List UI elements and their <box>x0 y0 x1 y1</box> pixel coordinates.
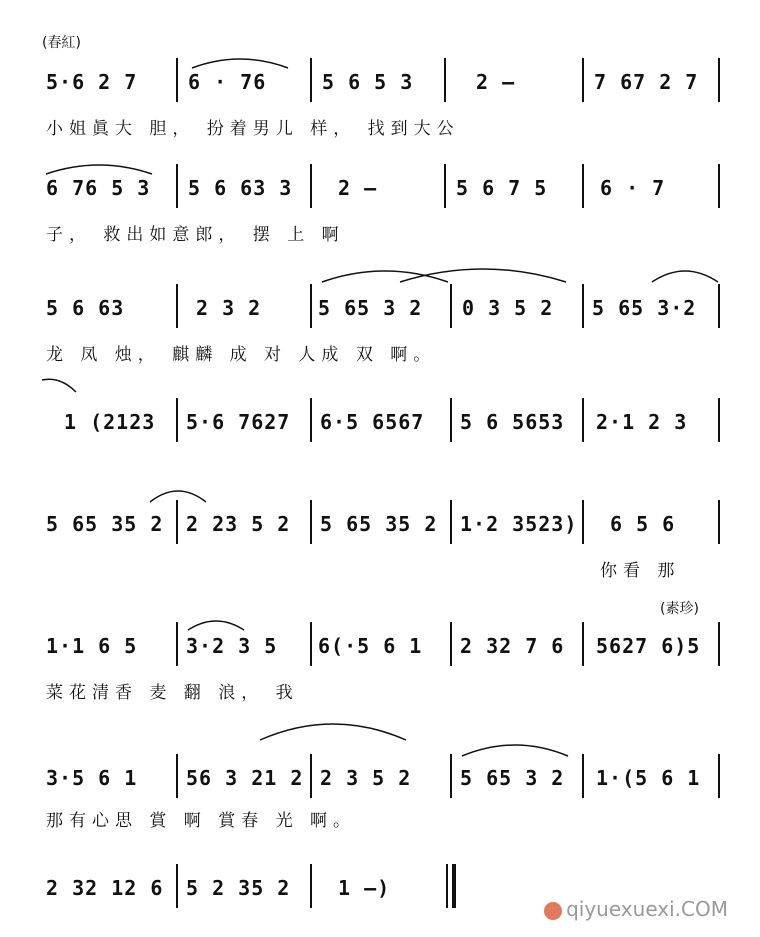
measure: 2 3 5 2 <box>320 766 412 790</box>
lyrics-line: 子， 救出如意郎， 摆 上 啊 <box>46 225 345 245</box>
measure: 5 6 5 3 <box>322 70 414 94</box>
measure: 6(·5 6 1 <box>318 634 423 658</box>
slur <box>258 718 408 742</box>
barline <box>176 622 178 666</box>
barline <box>582 58 584 102</box>
barline <box>450 398 452 442</box>
slur <box>186 616 246 632</box>
barline <box>718 754 720 798</box>
measure: 5 2 35 2 <box>186 876 291 900</box>
barline <box>310 754 312 798</box>
role-label-suzhen: (素珍) <box>660 601 699 617</box>
slur <box>40 376 80 396</box>
measure: 1 —) <box>338 876 391 900</box>
final-barline-thick <box>452 864 456 908</box>
barline <box>718 58 720 102</box>
barline <box>176 284 178 328</box>
measure: 2·1 2 3 <box>596 410 688 434</box>
measure: 5 6 5653 <box>460 410 565 434</box>
barline <box>718 398 720 442</box>
barline <box>718 164 720 208</box>
slur <box>398 264 568 284</box>
barline <box>718 500 720 544</box>
barline <box>176 164 178 208</box>
barline <box>582 284 584 328</box>
measure: 5 6 63 <box>46 296 125 320</box>
measure: 5 65 3 2 <box>318 296 423 320</box>
slur <box>44 160 154 176</box>
measure: 5 65 3·2 <box>592 296 697 320</box>
barline <box>444 58 446 102</box>
site-watermark <box>544 897 728 921</box>
measure: 5 6 7 5 <box>456 176 548 200</box>
measure: 5 65 35 2 <box>46 512 164 536</box>
slur <box>190 54 290 70</box>
barline <box>450 754 452 798</box>
barline <box>176 754 178 798</box>
role-label-chunhong: (春紅) <box>42 35 81 51</box>
measure: 0 3 5 2 <box>462 296 554 320</box>
measure: 2 32 7 6 <box>460 634 565 658</box>
measure: 2 3 2 <box>196 296 262 320</box>
barline <box>718 284 720 328</box>
barline <box>582 164 584 208</box>
measure: 5 6 63 3 <box>188 176 293 200</box>
measure: 1·(5 6 1 <box>596 766 701 790</box>
barline <box>582 622 584 666</box>
barline <box>176 500 178 544</box>
measure: 1·1 6 5 <box>46 634 138 658</box>
measure: 2 — <box>338 176 378 200</box>
barline <box>176 58 178 102</box>
barline <box>718 622 720 666</box>
barline <box>310 284 312 328</box>
barline <box>450 622 452 666</box>
barline <box>310 58 312 102</box>
measure: 2 — <box>476 70 516 94</box>
measure: 7 67 2 7 <box>594 70 699 94</box>
slur <box>460 740 570 758</box>
measure: 56 3 21 2 <box>186 766 304 790</box>
barline <box>582 500 584 544</box>
barline <box>450 500 452 544</box>
slur <box>148 484 208 504</box>
barline <box>176 864 178 908</box>
barline <box>450 284 452 328</box>
barline <box>444 164 446 208</box>
measure: 5 65 35 2 <box>320 512 438 536</box>
measure: 5·6 2 7 <box>46 70 138 94</box>
logo-icon <box>544 902 562 920</box>
barline <box>310 500 312 544</box>
measure: 3·5 6 1 <box>46 766 138 790</box>
lyrics-line: 菜花清香 麦 翻 浪， 我 <box>46 683 299 703</box>
watermark-text: qiyuexuexi.COM <box>566 897 728 921</box>
measure: 6 76 5 3 <box>46 176 151 200</box>
slur <box>650 266 720 284</box>
measure: 1 (2123 <box>64 410 156 434</box>
barline <box>310 864 312 908</box>
barline <box>310 164 312 208</box>
measure: 6 · 7 <box>600 176 666 200</box>
barline <box>310 622 312 666</box>
measure: 6·5 6567 <box>320 410 425 434</box>
measure: 2 32 12 6 <box>46 876 164 900</box>
measure: 5627 6)5 <box>596 634 701 658</box>
measure: 2 23 5 2 <box>186 512 291 536</box>
final-barline-thin <box>446 864 448 908</box>
barline <box>310 398 312 442</box>
barline <box>582 754 584 798</box>
lyrics-line: 小姐眞大 胆， 扮着男儿 样， 找到大公 <box>46 119 460 139</box>
lyrics-line: 那有心思 賞 啊 賞春 光 啊。 <box>46 811 357 831</box>
measure: 5 65 3 2 <box>460 766 565 790</box>
measure: 6 · 76 <box>188 70 267 94</box>
measure: 5·6 7627 <box>186 410 291 434</box>
lyrics-line: 你看 那 <box>600 561 681 581</box>
measure: 1·2 3523) <box>460 512 578 536</box>
lyrics-line: 龙 凤 烛， 麒麟 成 对 人成 双 啊。 <box>46 345 437 365</box>
barline <box>582 398 584 442</box>
measure: 3·2 3 5 <box>186 634 278 658</box>
measure: 6 5 6 <box>610 512 676 536</box>
barline <box>176 398 178 442</box>
